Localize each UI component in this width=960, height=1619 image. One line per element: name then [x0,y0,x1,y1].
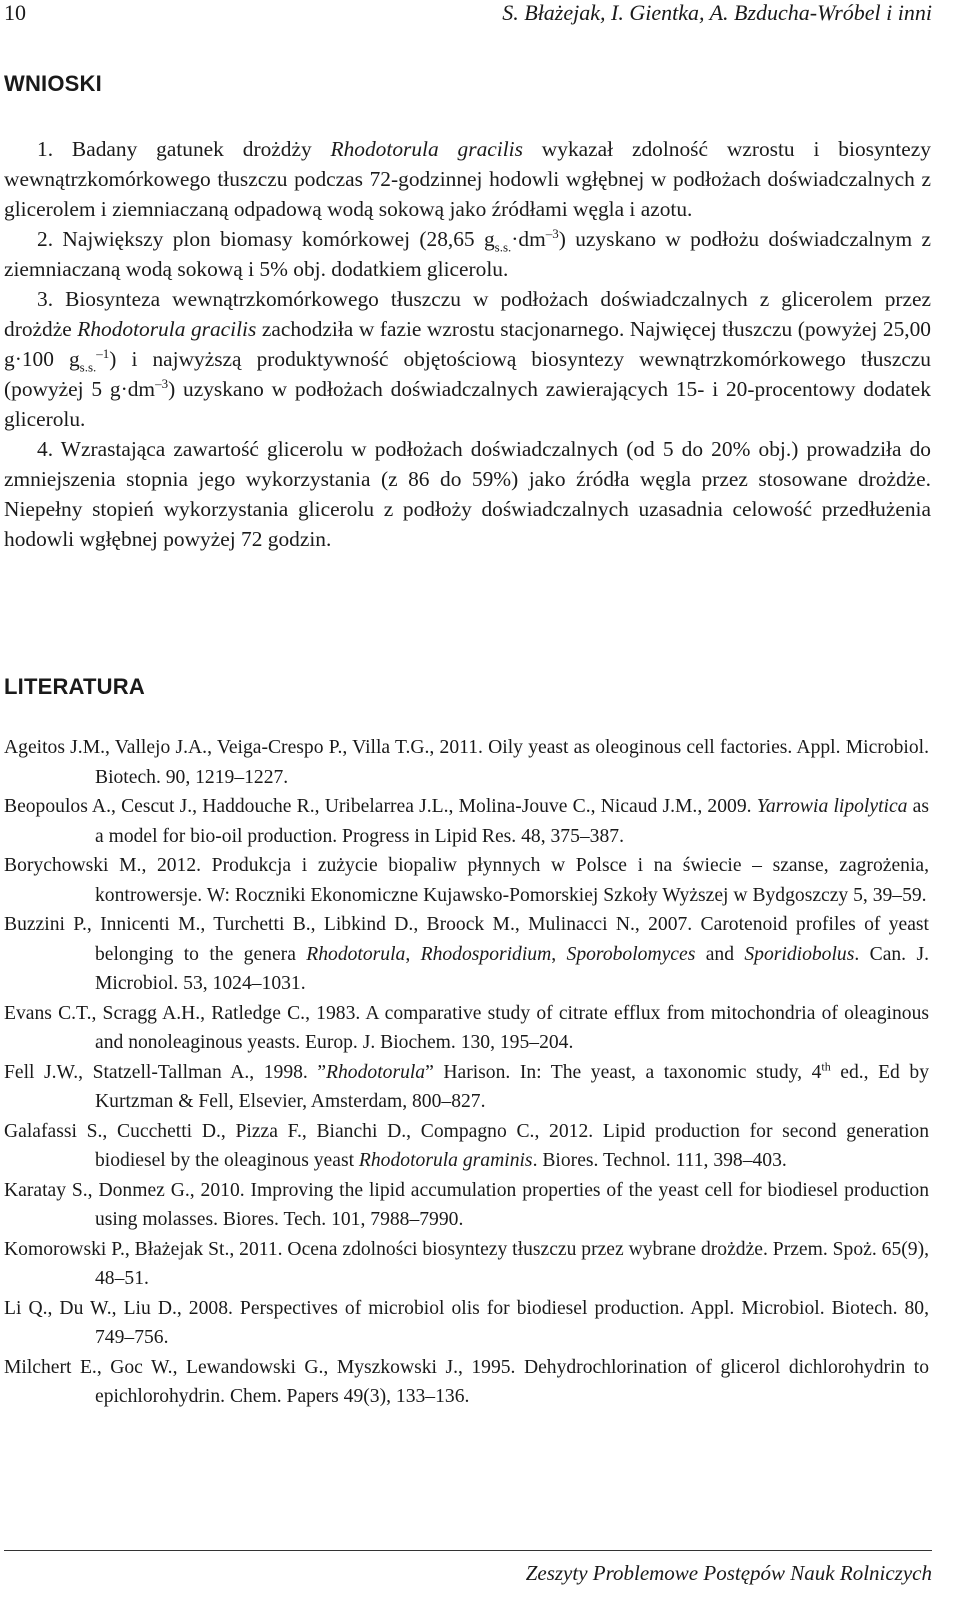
footer-divider [4,1550,932,1551]
page-header [4,0,932,26]
reference-item: Milchert E., Goc W., Lewandowski G., Myszkowski J., 1995. Dehydrochlorination of glicerol dichlorohydrin to epichlorohydrin. Chem. Papers 49(3), 133–136. [4,1356,929,1407]
reference-item: Borychowski M., 2012. Produkcja i zużycie biopaliw płynnych w Polsce i na świecie – szanse, zagrożenia, kontrowersje. W: Roczniki Ekonomiczne Kujawsko-Pomorskiej Szkoły Wyższej w Bydgoszczy 5, 39–59. [4,855,929,906]
conclusions-heading: WNIOSKI [4,71,102,96]
reference-item: Buzzini P., Innicenti M., Turchetti B., Libkind D., Broock M., Mulinacci N., 2007. Carotenoid profiles of yeast belonging to the genera Rhodotorula, Rhodosporidium, Sporobolomyces and Sporidiobolus. Can. J. Microbiol. 53, 1024–1031. [4,914,929,994]
reference-item: Beopoulos A., Cescut J., Haddouche R., Uribelarrea J.L., Molina-Jouve C., Nicaud J.M., 2009. Yarrowia lipolytica as a model for bio-oil production. Progress in Lipid Res. 48, 375–387. [4,796,929,847]
literature-heading: LITERATURA [4,674,145,699]
reference-list [4,733,929,1412]
conclusion-paragraph-3: 3. Biosynteza wewnątrzkomórkowego tłuszczu w podłożach doświadczalnych z glicerolem przez drożdże Rhodotorula gracilis zachodziła w fazie wzrostu stacjonarnego. Najwięcej tłuszczu (powyżej 25,00 g·100 $g_{s.s.}^{-1}$) i najwyższą produktywność objętościową biosyntezy wewnątrzkomórkowego tłuszczu (powyżej 5 $g\cdot dm^{-3}$) uzyskano w podłożach doświadczalnych zawierających 15- i 20-procentowy dodatek glicerolu. [4,287,932,431]
conclusion-paragraph-2: 2. Największy plon biomasy komórkowej (28,65 $g_{s.s.}\cdot dm^{-3}$) uzyskano w podłożu doświadczalnym z ziemniaczaną wodą sokową i 5% obj. dodatkiem glicerolu. [4,225,931,281]
conclusion-paragraph-4: 4. Wzrastająca zawartość glicerolu w podłożach doświadczalnych (od 5 do 20% obj.) prowadziła do zmniejszenia stopnia jego wykorzystania (z 86 do 59%) jako źródła węgla przez stosowane drożdże. Niepełny stopień wykorzystania glicerolu z podłoży doświadczalnych uzasadnia celowość przedłużenia hodowli wgłębnej powyżej 72 godzin. [4,437,931,551]
reference-item: Evans C.T., Scragg A.H., Ratledge C., 1983. A comparative study of citrate efflux from mitochondria of oleaginous and nonoleaginous yeasts. Europ. J. Biochem. 130, 195–204. [4,1002,929,1053]
reference-item: Ageitos J.M., Vallejo J.A., Veiga-Crespo P., Villa T.G., 2011. Oily yeast as oleoginous cell factories. Appl. Microbiol. Biotech. 90, 1219–1227. [4,737,929,788]
journal-footer: Zeszyty Problemowe Postępów Nauk Rolniczych [525,1561,932,1585]
page-number: 10 [4,0,26,25]
reference-item: Galafassi S., Cucchetti D., Pizza F., Bianchi D., Compagno C., 2012. Lipid production for second generation biodiesel by the oleaginous yeast Rhodotorula graminis. Biores. Technol. 111, 398–403. [4,1120,929,1171]
conclusion-paragraph-1: 1. Badany gatunek drożdży Rhodotorula gracilis wykazał zdolność wzrostu i biosyntezy wewnątrzkomórkowego tłuszczu podczas 72-godzinnej hodowli wgłębnej w podłożach doświadczalnych z glicerolem i ziemniaczaną odpadową wodą sokową jako źródłami węgla i azotu. [4,137,931,221]
reference-item: Komorowski P., Błażejak St., 2011. Ocena zdolności biosyntezy tłuszczu przez wybrane drożdże. Przem. Spoż. 65(9), 48–51. [4,1238,929,1289]
reference-item: Karatay S., Donmez G., 2010. Improving the lipid accumulation properties of the yeast cell for biodiesel production using molasses. Biores. Tech. 101, 7988–7990. [4,1179,929,1230]
running-head-authors: S. Błażejak, I. Gientka, A. Bzducha-Wróbel i inni [502,0,932,25]
conclusions-section [4,134,931,554]
reference-item: Li Q., Du W., Liu D., 2008. Perspectives of microbiol olis for biodiesel production. Appl. Microbiol. Biotech. 80, 749–756. [4,1297,929,1348]
reference-item: Fell J.W., Statzell-Tallman A., 1998. ”Rhodotorula” Harison. In: The yeast, a taxonomic study, 4th ed., Ed by Kurtzman & Fell, Elsevier, Amsterdam, 800–827. [4,1058,929,1112]
